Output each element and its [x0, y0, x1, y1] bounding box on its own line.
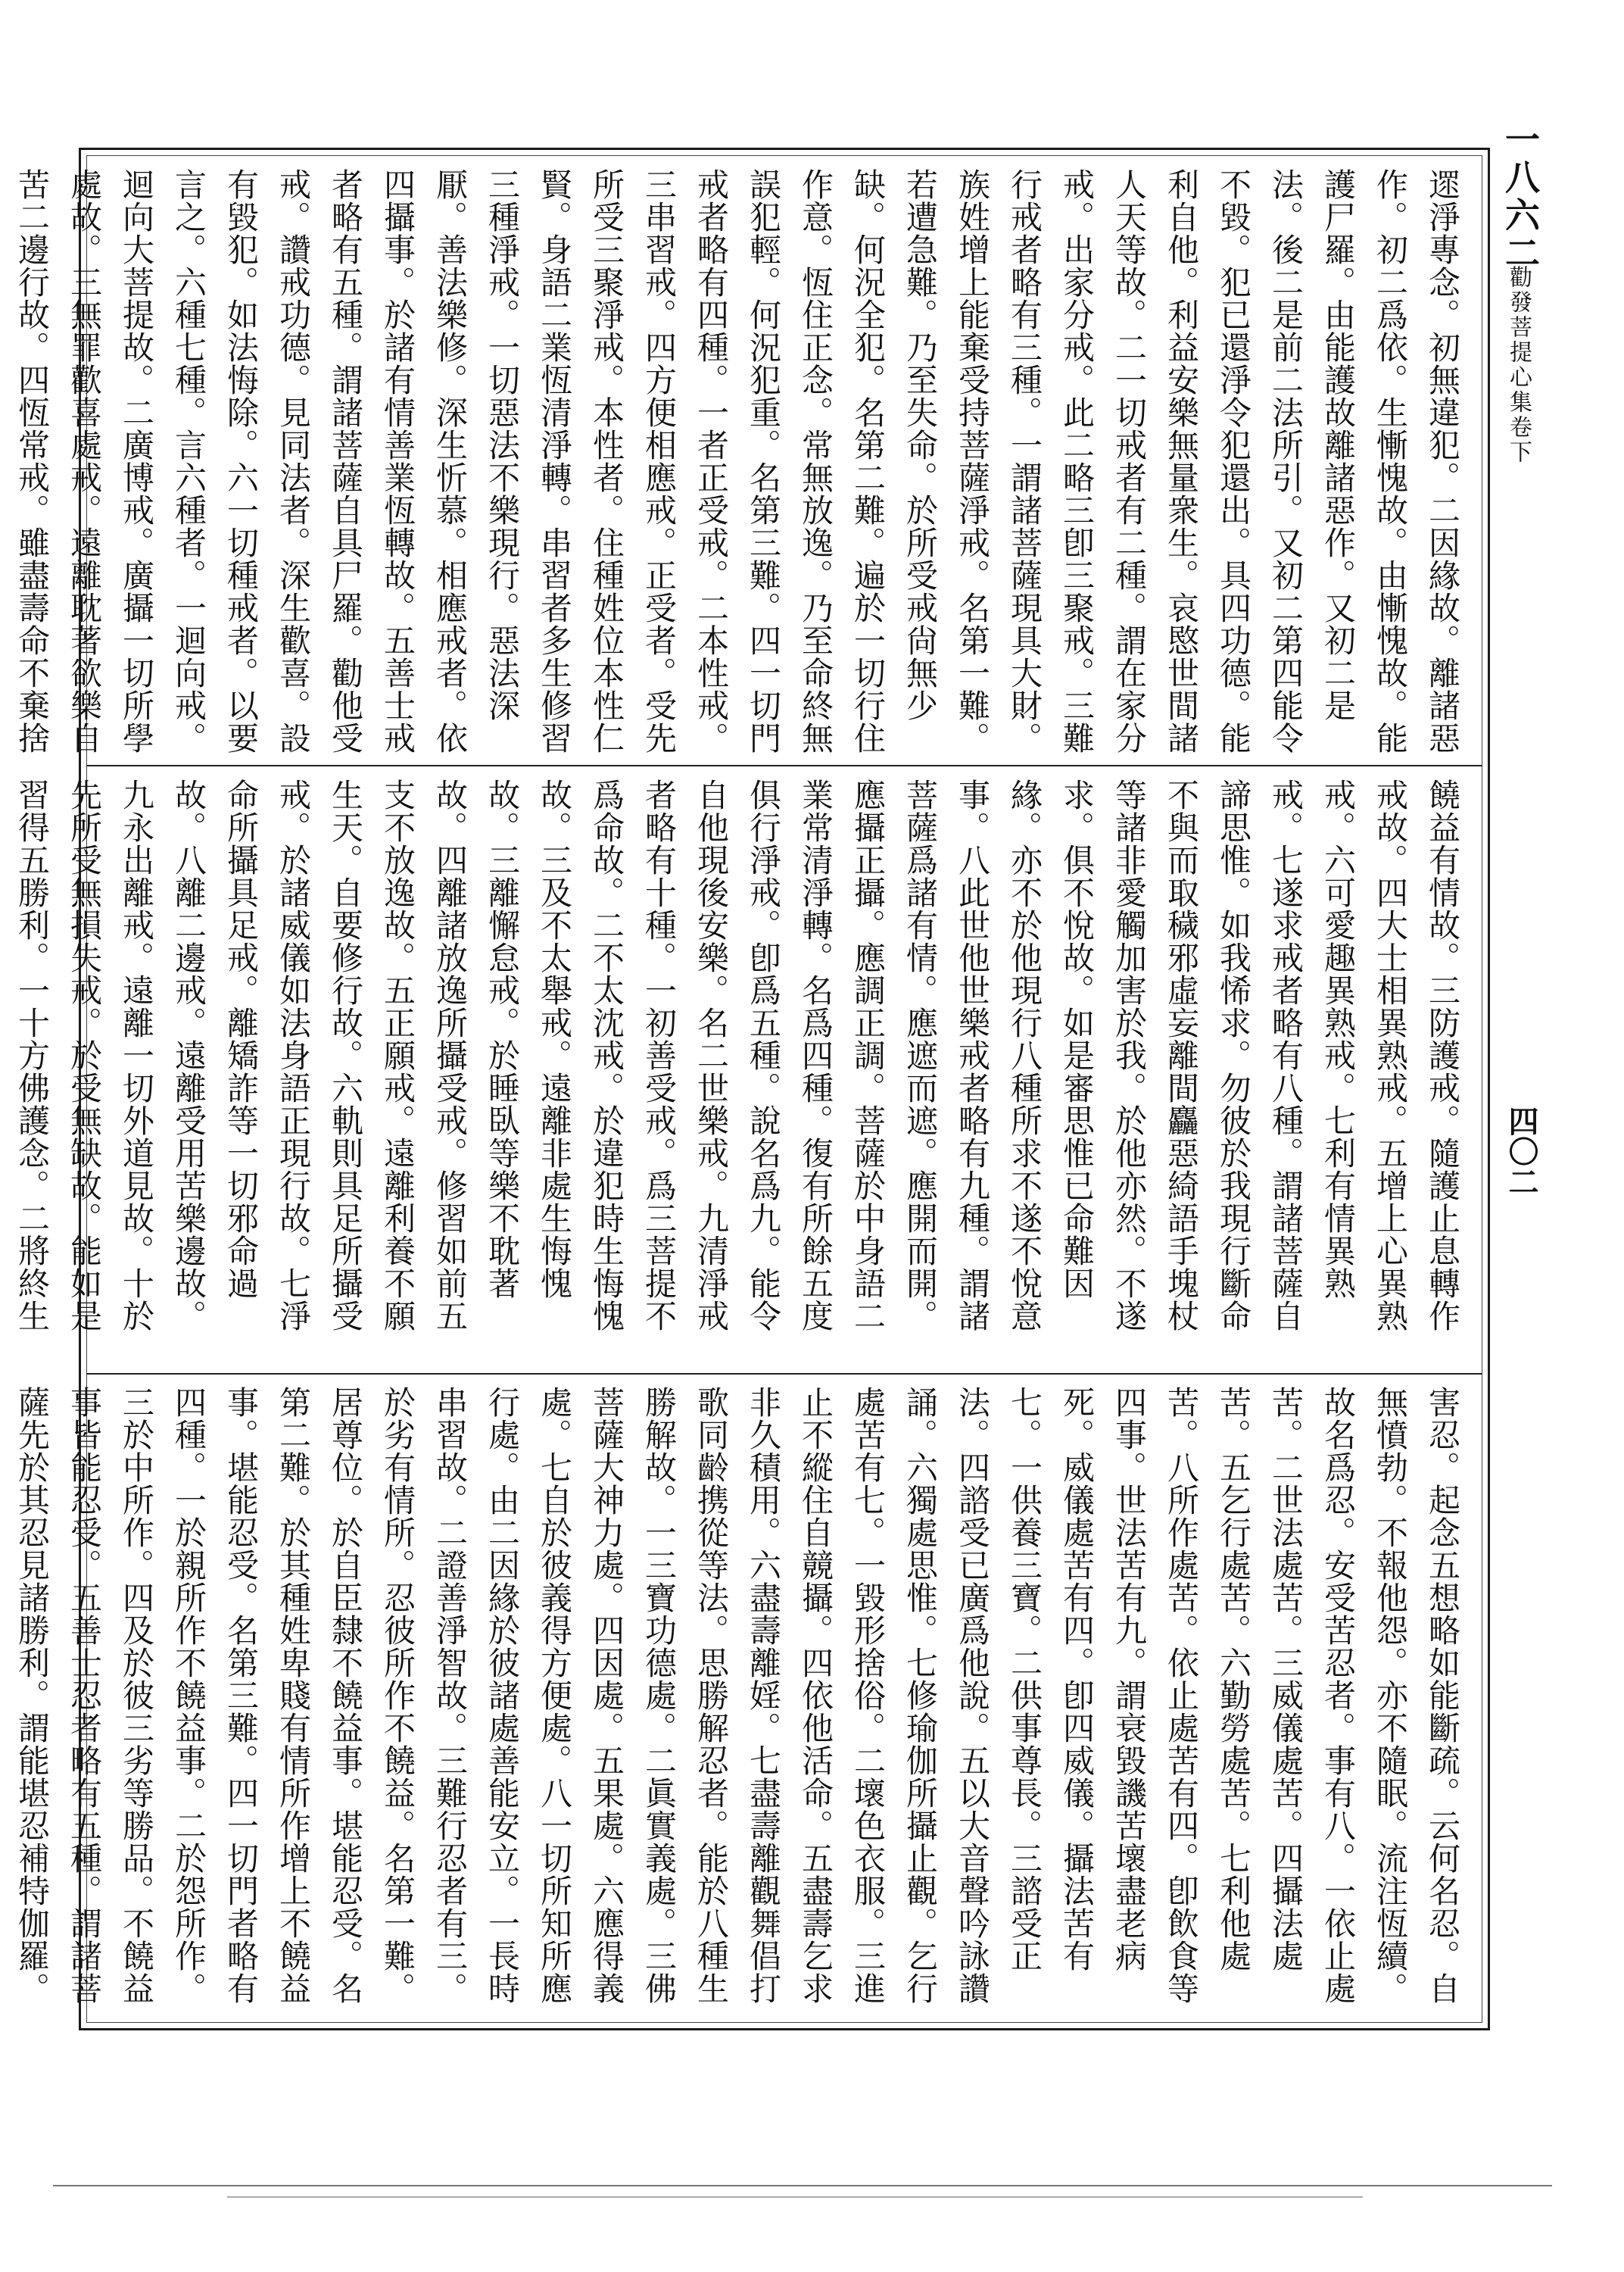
footer-rule — [53, 2185, 1552, 2186]
margin-header — [1495, 106, 1548, 1999]
band-text: 害忍。起念五想略如能斷疏。云何名忍。自無憤勃。不報他怨。亦不隨眠。流注恆續。故名爲忍。安受苦忍者。事有八。一依止處苦。二世法處苦。三威儀處苦。四攝法處苦。五乞行處苦。六勤勞處苦。七利他處苦。八所作處苦。依止處苦有四。卽飲食等四事。世法苦有九。謂衰毀譏苦壞盡老病死。威儀處苦有四。卽四威儀。攝法苦有七。一供養三寶。二供事尊長。三諮受正法。四諮受已廣爲他說。五以大音聲吟詠讚誦。六獨處思惟。七修瑜伽所攝止觀。乞行處苦有七。一毀形捨俗。二壞色衣服。三進止不縱住自竸攝。四依他活命。五盡壽乞求非久積用。六盡壽離婬。七盡壽離觀舞倡打歌同齡携從等法。思勝解忍者。能於八種生勝解故。一三寶功德處。二眞實義處。三佛菩薩大神力處。四因處。五果處。六應得義處。七自於彼義得方便處。八一切所知所應行處。由二因緣於彼諸處善能安立。一長時串習故。二證善淨智故。三難行忍者有三。於劣有情所。忍彼所作不饒益。名第一難。居尊位。於自臣隸不饒益事。堪能忍受。名第二難。於其種姓卑賤有情所作增上不饒益事。堪能忍受。名第三難。四一切門者略有四種。一於親所作不饒益事。二於怨所作。三於中所作。四及於彼三劣等勝品。不饒益事皆能忍受。五善士忍者略有五種。謂諸菩薩先於其忍見諸勝利。謂能堪忍補特伽羅。 — [14, 1386, 1461, 2005]
band-divider-upper — [86, 765, 1482, 766]
text-band-top — [14, 168, 1469, 755]
band-text: 饒益有情故。三防護戒。隨護止息轉作戒故。四大士相異熟戒。五增上心異熟戒。六可愛趣異熟戒。七利有情異熟戒。七遂求戒者略有八種。謂諸菩薩自諦思惟。如我悕求。勿彼於我現行斷命不與而取穢邪虛妄離間麤惡綺語手塊杖等諸非愛觸加害於我。於他亦然。不遂求。俱不悅故。如是審思惟已命難因緣。亦不於他現行八種所求不遂不悅意事。八此世他世樂戒者略有九種。謂諸菩薩爲諸有情。應遮而遮。應開而開。應攝正攝。應調正調。菩薩於中身語二業常清淨轉。名爲四種。復有所餘五度俱行淨戒。卽爲五種。說名爲九。能令自他現後安樂。名二世樂戒。九清淨戒者略有十種。一初善受戒。爲三菩提不爲命故。二不太沈戒。於違犯時生悔愧故。三及不太舉戒。遠離非處生悔愧故。三離懈怠戒。於睡臥等樂不耽著故。四離諸放逸所攝受戒。修習如前五支不放逸故。五正願戒。遠離利養不願生天。自要修行故。六軌則具足所攝受戒。於諸威儀如法身語正現行故。七淨命所攝具足戒。離矯詐等一切邪命過故。八離二邊戒。遠離受用苦樂邊故。九永出離戒。遠離一切外道見故。十於先所受無損失戒。於受無缺故。能如是習得五勝利。一十方佛護念。二將終生 — [14, 779, 1461, 1332]
band-divider-lower — [86, 1373, 1482, 1375]
volume-number: 四〇二 — [1504, 1106, 1539, 1197]
text-band-middle — [14, 779, 1469, 1363]
band-text: 遝淨專念。初無違犯。二因緣故。離諸惡作。初二爲依。生慚愧故。由慚愧故。能護尸羅。由能護故離諸惡作。又初二是法。後二是前二法所引。又初二第四能令不毀。犯已還淨令犯還出。具四功德。能利自他。利益安樂無量衆生。哀愍世間諸人天等故。二一切戒者有二種。謂在家分戒。出家分戒。此二略三卽三聚戒。三難行戒者略有三種。一謂諸菩薩現具大財。族姓增上能棄受持菩薩淨戒。名第一難。若遭急難。乃至失命。於所受戒尙無少缺。何況全犯。名第二難。遍於一切行住作意。恆住正念。常無放逸。乃至命終無誤犯輕。何況犯重。名第三難。四一切門戒者略有四種。一者正受戒。二本性戒。三串習戒。四方便相應戒。正受者。受先所受三聚淨戒。本性者。住種姓位本性仁賢。身語二業恆清淨轉。串習者多生修習三種淨戒。一切惡法不樂現行。惡法深厭。善法樂修。深生忻慕。相應戒者。依四攝事。於諸有情善業恆轉故。五善士戒者略有五種。謂諸菩薩自具尸羅。勸他受戒。讚戒功德。見同法者。深生歡喜。設有毀犯。如法悔除。六一切種戒者。以要言之。六種七種。言六種者。一迴向戒。迴向大菩提故。二廣博戒。廣攝一切所學處故。三無罪歡喜處戒。遠離耽著欲樂自苦二邊行故。四恆常戒。雖盡壽命不棄捨 — [14, 168, 1461, 754]
page-number: 一八六二 — [1500, 121, 1541, 273]
book-title: 勸發菩提心集卷下 — [1505, 265, 1532, 465]
text-band-bottom — [14, 1386, 1469, 2015]
footer-rule-faint — [227, 2196, 1363, 2198]
